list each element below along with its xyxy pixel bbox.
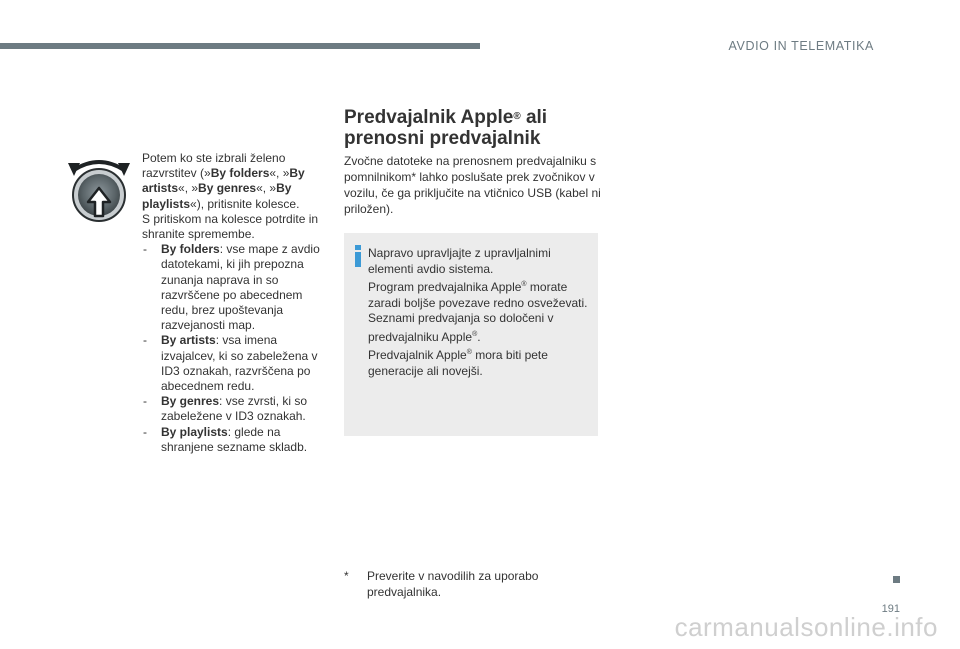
- watermark: carmanualsonline.info: [674, 612, 938, 642]
- footnote-marker: *: [344, 569, 349, 583]
- list-item: - By genres: vse zvrsti, ki so zabeležene v ID3 oznakah.: [142, 394, 322, 424]
- confirm-paragraph: S pritiskom na kolesce potrdite in shranite spremembe.: [142, 211, 319, 242]
- info-box: [344, 233, 598, 436]
- list-item: - By folders: vse mape z avdio datotekami, ki jih prepozna zunanja naprava in so razvrščene po abecednem redu, brez upoštevanja razvejanosti map.: [142, 242, 322, 333]
- list-item: - By artists: vsa imena izvajalcev, ki so zabeležena v ID3 oznakah, razvrščena po abecednem redu.: [142, 333, 322, 394]
- header-bar: [0, 43, 480, 49]
- footnote: [344, 568, 584, 600]
- section-heading: Predvajalnik Apple® ali prenosni predvajalnik: [344, 107, 548, 149]
- sort-instructions: [142, 151, 322, 455]
- sort-options-list: [142, 242, 322, 455]
- info-text: Napravo upravljajte z upravljalnimi elementi avdio sistema. Program predvajalnika Apple® morate zaradi boljše povezave redno osveževati. Seznami predvajanja so določeni v predvajalniku Apple®. Predvajalnik Apple® mora biti pete generacije ali novejši.: [368, 246, 588, 378]
- rotary-knob-icon: [66, 152, 132, 224]
- page-number: 191: [881, 603, 900, 615]
- footnote-text: Preverite v navodilih za uporabo predvajalnika.: [367, 569, 539, 599]
- continuation-marker: [893, 576, 900, 583]
- list-item: - By playlists: glede na shranjene sezname skladb.: [142, 425, 322, 455]
- info-icon: [354, 245, 362, 267]
- section-title: AVDIO IN TELEMATIKA: [728, 39, 874, 53]
- body-paragraph: Zvočne datoteke na prenosnem predvajalniku s pomnilnikom* lahko poslušate prek zvočnikov v vozilu, če ga priključite na vtičnico USB (kabel ni priložen).: [344, 154, 601, 216]
- intro-paragraph: Potem ko ste izbrali želeno razvrstitev (»By folders«, »By artists«, »By genres«, »By playlists«), pritisnite kolesce.: [142, 151, 305, 211]
